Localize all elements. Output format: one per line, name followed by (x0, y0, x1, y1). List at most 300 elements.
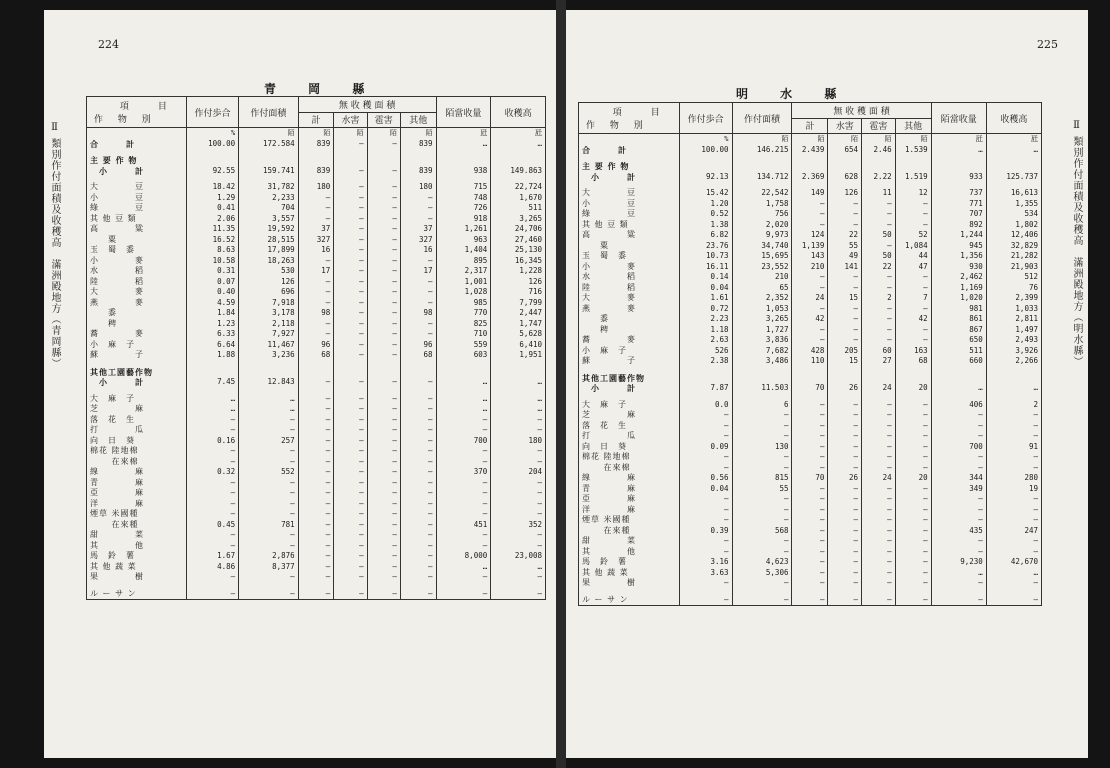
value-cell: — (334, 457, 367, 468)
crop-name: 合 計 (579, 145, 680, 156)
value-cell: — (792, 568, 828, 579)
value-cell: — (239, 415, 298, 426)
value-cell: — (334, 377, 367, 388)
value-cell: 247 (986, 526, 1041, 537)
crop-name: 甜 菜 (579, 536, 680, 547)
value-cell: 8,377 (239, 562, 298, 573)
header-sub: 雹害 (862, 118, 896, 134)
value-cell: — (792, 325, 828, 336)
value-cell: 22,724 (491, 182, 546, 193)
side-caption: Ⅱ 類別作付面積及收穫高 滿洲殿地方（明水縣） (1071, 120, 1082, 368)
value-cell: — (828, 220, 862, 231)
table-row (87, 256, 546, 267)
value-cell (828, 161, 862, 172)
value-cell: — (298, 551, 334, 562)
value-cell: 945 (931, 241, 986, 252)
value-cell: 1.67 (186, 551, 238, 562)
value-cell: 451 (436, 520, 491, 531)
value-cell: — (334, 404, 367, 415)
header-area: 作付面積 (239, 97, 298, 128)
crop-name: 粟 (87, 235, 187, 246)
header-yield: 陌當收量 (436, 97, 491, 128)
value-cell: 26 (828, 473, 862, 484)
value-cell: 1,244 (931, 230, 986, 241)
crop-name: 在來棉 (87, 457, 187, 468)
value-cell: — (367, 235, 400, 246)
value-cell: 511 (491, 203, 546, 214)
value-cell (186, 155, 238, 166)
value-cell: — (298, 562, 334, 573)
value-cell: 24 (862, 473, 896, 484)
value-cell: — (239, 425, 298, 436)
value-cell: — (334, 478, 367, 489)
value-cell: … (239, 404, 298, 415)
value-cell: — (895, 484, 931, 495)
value-cell: 180 (400, 182, 436, 193)
crop-name: 煙草 米國種 (87, 509, 187, 520)
table-row (579, 356, 1042, 367)
value-cell: 91 (986, 442, 1041, 453)
table-row (87, 488, 546, 499)
value-cell: 204 (491, 467, 546, 478)
value-cell: — (828, 325, 862, 336)
value-cell: — (931, 505, 986, 516)
table-row (87, 446, 546, 457)
crop-name: 綠 豆 (87, 203, 187, 214)
value-cell: — (679, 505, 732, 516)
crop-name: 大 豆 (87, 182, 187, 193)
value-cell: 143 (792, 251, 828, 262)
crop-name: 打 瓜 (579, 431, 680, 442)
value-cell: 37 (400, 224, 436, 235)
value-cell: — (367, 308, 400, 319)
table-row (87, 499, 546, 510)
value-cell: 756 (732, 209, 792, 220)
value-cell: — (828, 526, 862, 537)
value-cell: 704 (239, 203, 298, 214)
value-cell: 650 (931, 335, 986, 346)
value-cell: — (986, 547, 1041, 558)
value-cell: — (679, 431, 732, 442)
value-cell: — (895, 304, 931, 315)
value-cell: — (298, 572, 334, 583)
crop-name: 小 豆 (579, 199, 680, 210)
value-cell: — (895, 547, 931, 558)
crop-name: 主 要 作 物 (87, 155, 187, 166)
value-cell: 815 (732, 473, 792, 484)
table-row (579, 452, 1042, 463)
value-cell: — (334, 182, 367, 193)
value-cell: — (862, 400, 896, 411)
value-cell: — (298, 319, 334, 330)
crop-name: 小 豆 (87, 193, 187, 204)
value-cell: — (792, 304, 828, 315)
value-cell: 0.40 (186, 287, 238, 298)
value-cell: — (862, 220, 896, 231)
value-cell: — (367, 404, 400, 415)
table-row (87, 377, 546, 388)
value-cell: 825 (436, 319, 491, 330)
value-cell: — (931, 595, 986, 606)
header-sub: 其他 (895, 118, 931, 134)
value-cell: 3,236 (239, 350, 298, 361)
value-cell: — (239, 572, 298, 583)
value-cell: — (298, 541, 334, 552)
value-cell: 6,410 (491, 340, 546, 351)
value-cell: 5,306 (732, 568, 792, 579)
value-cell: 23.76 (679, 241, 732, 252)
value-cell: 180 (298, 182, 334, 193)
crop-name: 其他工園藝作物 (579, 373, 680, 384)
value-cell: — (986, 515, 1041, 526)
value-cell: — (931, 536, 986, 547)
value-cell: 44 (895, 251, 931, 262)
crop-name: 稗 (579, 325, 680, 336)
value-cell: — (334, 277, 367, 288)
value-cell: 3,265 (491, 214, 546, 225)
value-cell: — (862, 505, 896, 516)
value-cell: … (239, 394, 298, 405)
table-row (87, 367, 546, 378)
value-cell (298, 155, 334, 166)
value-cell (862, 373, 896, 384)
value-cell (895, 373, 931, 384)
value-cell: — (367, 182, 400, 193)
value-cell: 257 (239, 436, 298, 447)
value-cell: — (792, 431, 828, 442)
value-cell (679, 373, 732, 384)
crop-name: 燕 麥 (87, 298, 187, 309)
table-row (579, 209, 1042, 220)
value-cell: 68 (895, 356, 931, 367)
value-cell (986, 373, 1041, 384)
value-cell: — (400, 541, 436, 552)
value-cell: 9,973 (732, 230, 792, 241)
crop-name: 水 稻 (579, 272, 680, 283)
value-cell: 12.843 (239, 377, 298, 388)
value-cell: 55 (732, 484, 792, 495)
value-cell: — (931, 421, 986, 432)
value-cell: 34,740 (732, 241, 792, 252)
value-cell: 146.215 (732, 145, 792, 156)
value-cell (931, 373, 986, 384)
value-cell: 6.64 (186, 340, 238, 351)
value-cell: 5,628 (491, 329, 546, 340)
value-cell: 28,515 (239, 235, 298, 246)
value-cell: 65 (732, 283, 792, 294)
value-cell: 20 (895, 473, 931, 484)
value-cell: — (862, 494, 896, 505)
table-row (579, 473, 1042, 484)
table-row (579, 505, 1042, 516)
side-caption: Ⅱ 類別作付面積及收穫高 滿洲殿地方（青岡縣） (49, 122, 60, 370)
value-cell (792, 161, 828, 172)
value-cell: 2,020 (732, 220, 792, 231)
crop-name: 其 他 豆 類 (87, 214, 187, 225)
table-row (87, 298, 546, 309)
value-cell: 7,799 (491, 298, 546, 309)
value-cell: … (436, 139, 491, 150)
value-cell: — (828, 547, 862, 558)
table-row (579, 484, 1042, 495)
value-cell: 770 (436, 308, 491, 319)
unit-cell: 瓩 (986, 134, 1041, 145)
value-cell: 512 (986, 272, 1041, 283)
value-cell: 748 (436, 193, 491, 204)
value-cell: — (298, 287, 334, 298)
value-cell: — (334, 340, 367, 351)
crop-name: 小 麥 (579, 262, 680, 273)
value-cell: 918 (436, 214, 491, 225)
value-cell: — (239, 499, 298, 510)
value-cell: 18,263 (239, 256, 298, 267)
value-cell: 130 (732, 442, 792, 453)
value-cell: — (400, 530, 436, 541)
value-cell: 2,447 (491, 308, 546, 319)
value-cell: 23,552 (732, 262, 792, 273)
value-cell: — (400, 509, 436, 520)
value-cell: 839 (298, 139, 334, 150)
value-cell: 68 (298, 350, 334, 361)
value-cell: — (334, 541, 367, 552)
value-cell (298, 367, 334, 378)
value-cell: 19,592 (239, 224, 298, 235)
crop-name: 芝 麻 (87, 404, 187, 415)
value-cell: — (334, 488, 367, 499)
crop-name: 其 他 (87, 541, 187, 552)
units-label (579, 134, 680, 145)
value-cell: 696 (239, 287, 298, 298)
value-cell: 126 (828, 188, 862, 199)
value-cell: — (367, 541, 400, 552)
header-harvest: 收穫高 (986, 103, 1041, 134)
value-cell: 2.46 (862, 145, 896, 156)
value-cell: 125.737 (986, 172, 1041, 183)
value-cell: — (367, 457, 400, 468)
value-cell: — (895, 568, 931, 579)
value-cell: 21,282 (986, 251, 1041, 262)
value-cell: — (436, 509, 491, 520)
value-cell: — (298, 256, 334, 267)
value-cell: 1.539 (895, 145, 931, 156)
value-cell (732, 161, 792, 172)
table-row (579, 494, 1042, 505)
value-cell: 98 (298, 308, 334, 319)
value-cell: 1,001 (436, 277, 491, 288)
value-cell (931, 161, 986, 172)
value-cell: — (931, 547, 986, 558)
header-sub: 其他 (400, 112, 436, 128)
value-cell: — (400, 193, 436, 204)
value-cell: — (792, 452, 828, 463)
value-cell: — (792, 283, 828, 294)
value-cell: — (298, 488, 334, 499)
crop-name: 其 他 (579, 547, 680, 558)
value-cell: — (792, 442, 828, 453)
value-cell: — (828, 400, 862, 411)
value-cell: 70 (792, 473, 828, 484)
value-cell: 6 (732, 400, 792, 411)
value-cell: — (400, 425, 436, 436)
value-cell: — (792, 526, 828, 537)
value-cell: 2.22 (862, 172, 896, 183)
header-sub: 計 (298, 112, 334, 128)
header-sub: 雹害 (367, 112, 400, 128)
value-cell: — (792, 578, 828, 589)
value-cell: 16.11 (679, 262, 732, 273)
value-cell: 126 (491, 277, 546, 288)
value-cell: 4.59 (186, 298, 238, 309)
value-cell: — (334, 319, 367, 330)
value-cell: — (186, 499, 238, 510)
value-cell: — (298, 203, 334, 214)
value-cell: 3,926 (986, 346, 1041, 357)
value-cell: — (931, 410, 986, 421)
value-cell: — (732, 494, 792, 505)
table-row (87, 155, 546, 166)
value-cell: — (862, 283, 896, 294)
table-row (87, 166, 546, 177)
value-cell: — (931, 463, 986, 474)
value-cell: 0.45 (186, 520, 238, 531)
value-cell: — (862, 484, 896, 495)
value-cell: 159.741 (239, 166, 298, 177)
value-cell: — (679, 410, 732, 421)
value-cell: — (334, 245, 367, 256)
value-cell: — (895, 410, 931, 421)
value-cell (367, 155, 400, 166)
value-cell: — (862, 578, 896, 589)
header-sub: 水害 (828, 118, 862, 134)
value-cell: — (491, 509, 546, 520)
crop-name: 大 麻 子 (579, 400, 680, 411)
value-cell: 0.52 (679, 209, 732, 220)
table-row (579, 230, 1042, 241)
unit-cell: 陌 (400, 128, 436, 139)
value-cell: — (862, 526, 896, 537)
value-cell: — (298, 436, 334, 447)
value-cell: 50 (862, 251, 896, 262)
crop-name: 落 花 生 (579, 421, 680, 432)
value-cell: 9,230 (931, 557, 986, 568)
value-cell: — (367, 467, 400, 478)
unit-cell: 陌 (239, 128, 298, 139)
value-cell: 737 (931, 188, 986, 199)
value-cell (436, 155, 491, 166)
value-cell: — (895, 452, 931, 463)
crop-name: 大 豆 (579, 188, 680, 199)
value-cell: — (986, 410, 1041, 421)
value-cell: — (679, 463, 732, 474)
value-cell: — (679, 578, 732, 589)
value-cell: 861 (931, 314, 986, 325)
value-cell: 0.04 (679, 484, 732, 495)
value-cell: 2,352 (732, 293, 792, 304)
header-area: 作付面積 (732, 103, 792, 134)
value-cell (400, 367, 436, 378)
crop-name: ル ー サ ン (579, 595, 680, 606)
value-cell: 435 (931, 526, 986, 537)
value-cell: 50 (862, 230, 896, 241)
value-cell: — (298, 277, 334, 288)
value-cell: — (828, 452, 862, 463)
value-cell: … (436, 377, 491, 388)
value-cell: 96 (400, 340, 436, 351)
table-row (87, 520, 546, 531)
value-cell: 2.369 (792, 172, 828, 183)
value-cell: — (239, 446, 298, 457)
value-cell (732, 373, 792, 384)
value-cell: — (732, 595, 792, 606)
value-cell: 1.61 (679, 293, 732, 304)
value-cell: — (367, 166, 400, 177)
value-cell: — (400, 298, 436, 309)
value-cell: — (862, 410, 896, 421)
value-cell: 172.584 (239, 139, 298, 150)
value-cell: — (436, 589, 491, 600)
value-cell: — (895, 283, 931, 294)
value-cell: — (400, 446, 436, 457)
value-cell: — (986, 578, 1041, 589)
value-cell: 1,727 (732, 325, 792, 336)
table-row (87, 340, 546, 351)
header-item: 項 目 (119, 102, 177, 112)
unit-cell: 瓩 (491, 128, 546, 139)
table-row (87, 350, 546, 361)
value-cell: — (400, 415, 436, 426)
table-row (579, 547, 1042, 558)
value-cell: — (367, 520, 400, 531)
value-cell: — (986, 463, 1041, 474)
left-page (44, 10, 556, 758)
header-item-crop (87, 97, 187, 128)
table-row (87, 551, 546, 562)
table-row (579, 251, 1042, 262)
value-cell: 19 (986, 484, 1041, 495)
value-cell (986, 161, 1041, 172)
crop-name: 棉花 陸地棉 (579, 452, 680, 463)
value-cell: — (679, 547, 732, 558)
value-cell: — (491, 457, 546, 468)
value-cell: — (400, 377, 436, 388)
value-cell: — (828, 595, 862, 606)
value-cell: — (732, 410, 792, 421)
value-cell: 0.31 (186, 266, 238, 277)
value-cell: — (186, 589, 238, 600)
crop-name: 陸 稻 (87, 277, 187, 288)
table-row (87, 308, 546, 319)
value-cell: 1,228 (491, 266, 546, 277)
crop-name: 在來棉 (579, 463, 680, 474)
value-cell: 7 (895, 293, 931, 304)
value-cell: — (862, 199, 896, 210)
value-cell: — (491, 478, 546, 489)
units-row (87, 128, 546, 139)
value-cell: — (400, 319, 436, 330)
header-sub: 計 (792, 118, 828, 134)
crop-name: 煙草 米國種 (579, 515, 680, 526)
value-cell: 42,670 (986, 557, 1041, 568)
value-cell: — (186, 457, 238, 468)
value-cell: 1,139 (792, 241, 828, 252)
value-cell: 930 (931, 262, 986, 273)
table-row (579, 383, 1042, 394)
value-cell: — (931, 578, 986, 589)
value-cell: 15 (828, 356, 862, 367)
value-cell: — (862, 325, 896, 336)
value-cell (828, 373, 862, 384)
value-cell: — (298, 298, 334, 309)
